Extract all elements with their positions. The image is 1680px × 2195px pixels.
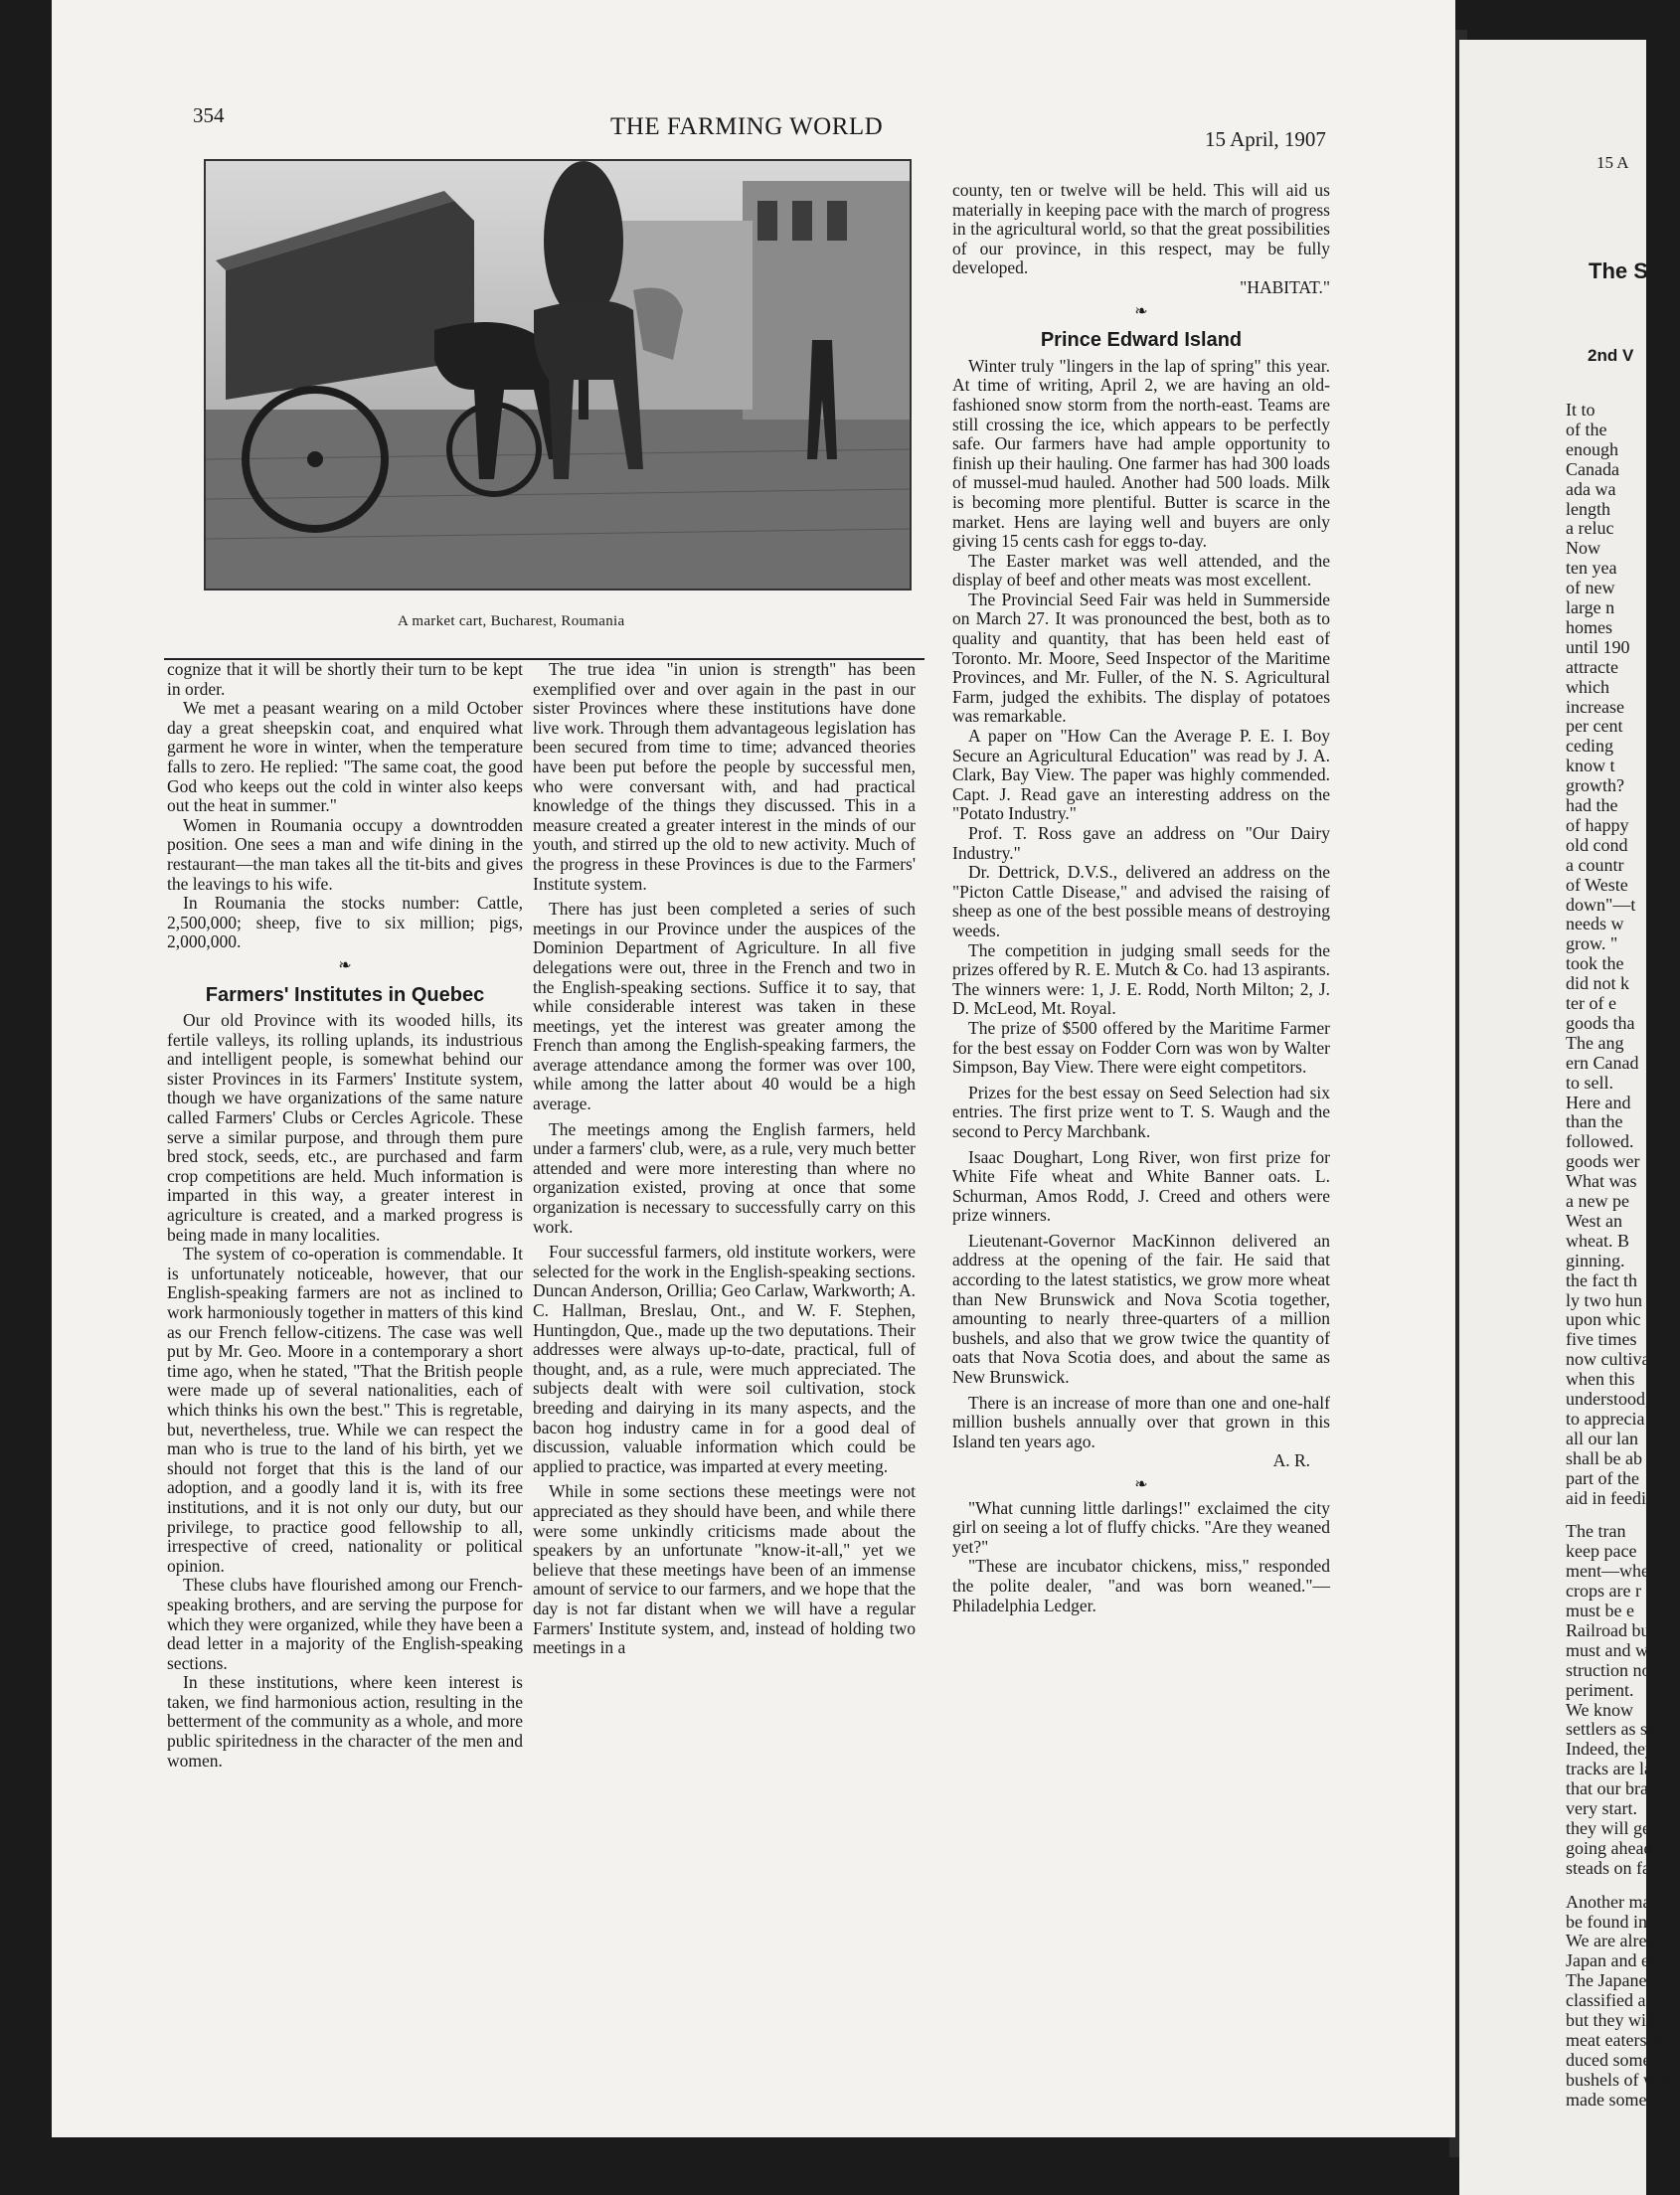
facing-page-line: grow. " [1566,933,1618,954]
facing-page-line: old cond [1566,834,1628,855]
facing-page-line: Canada [1566,458,1619,479]
facing-page-line: of new [1566,578,1615,598]
facing-page-line: shall be ab [1566,1447,1642,1468]
paragraph: There is an increase of more than one and one-half million bushels annually over that grown in this Island ten years ago. [952,1392,1330,1451]
facing-page-line: followed. [1566,1131,1634,1152]
facing-page-line: ly two hun [1566,1289,1643,1310]
market-cart-image [206,161,910,589]
facing-page-line: The Japanese [1566,1970,1662,1991]
facing-page-line: The tran [1566,1521,1626,1542]
facing-page-line: which [1566,676,1609,697]
paragraph: Our old Province with its wooded hills, its fertile valleys, its rolling uplands, its industrious and intelligent people, is somewhat behind our sister Provinces in its Farmers' Institute system, though we have organizations of the same nature called Farmers' Clubs or Cercles Agricole. These serve a similar purpose, and through them pure bred stock, seeds, etc., are purchased and farm crop competitions are held. Much information is imparted in this way, a greater interest in agriculture is created, and a marked progress is being made in many localities. [167,1010,523,1245]
photo-caption: A market cart, Bucharest, Roumania [398,613,625,629]
facing-page-line: ter of e [1566,993,1616,1013]
facing-page-line: took the [1566,953,1624,974]
ornament-icon: ❧ [338,956,352,974]
facing-page-line: Indeed, they [1566,1739,1654,1760]
facing-page-line: of the [1566,419,1607,439]
facing-page-line: five times [1566,1329,1637,1350]
facing-page-line: What was [1566,1171,1637,1192]
facing-page-line: settlers as so [1566,1719,1656,1740]
heading-prince-edward-island: Prince Edward Island [1040,329,1243,352]
facing-page-line: meat eaters al [1566,2029,1664,2050]
ornament-icon: ❧ [1134,302,1148,320]
facing-page-line: duced someth [1566,2049,1665,2070]
facing-page-heading: The S [1589,258,1648,283]
facing-page-line: growth? [1566,775,1624,796]
facing-page-line: ginning. [1566,1250,1625,1270]
facing-page-line: the fact th [1566,1269,1637,1290]
facing-page-line: ceding [1566,736,1613,757]
paragraph: There has just been completed a series of such meetings in our Province under the auspices of the Dominion Department of Agriculture. In all five delegations were out, three in the French and two in the English-speaking sections. Suffice it to say, that while considerable interest was taken in these meetings, yet the interest was greater among the French than among the English-speaking farmers, the average attendance among the former was over 100, while among the latter about 40 would be a high average. [533,899,916,1114]
facing-page-line: Japan and ex [1566,1950,1658,1971]
facing-page-line: to apprecia [1566,1408,1645,1429]
facing-page-line: tracks are la [1566,1759,1652,1779]
paragraph: A paper on "How Can the Average P. E. I. Boy Secure an Agricultural Education" was read by J. A. Clark, Bay View. The paper was highly commended. Capt. J. Read gave an interesting address on the "Potato Industry." [952,726,1330,824]
facing-page-line: large n [1566,597,1615,617]
facing-page-line: did not k [1566,973,1630,994]
paragraph: cognize that it will be shortly their turn to be kept in order. [167,659,523,699]
facing-page-line: attracte [1566,656,1618,677]
paragraph: "What cunning little darlings!" exclaimed the city girl on seeing a lot of fluffy chicks. "Are they weaned yet?" [952,1497,1330,1557]
paragraph: "These are incubator chickens, miss," responded the polite dealer, "and was born weaned."—Philadelphia Ledger. [952,1556,1330,1615]
facing-page-line: ada wa [1566,478,1616,499]
facing-page-line: had the [1566,795,1618,815]
facing-page-line: keep pace [1566,1541,1637,1562]
facing-page-line: ern Canad [1566,1052,1639,1073]
paragraph: The Provincial Seed Fair was held in Summerside on March 27. It was pronounced the best, both as to quality and quantity, that has been held east of Toronto. Mr. Moore, Seed Inspector of the Maritime Provinces, and Mr. Fuller, of the N. S. Agricultural Farm, judged the exhibits. The display of potatoes was remarkable. [952,589,1330,727]
facing-page-line: a reluc [1566,518,1614,539]
facing-page-line: until 190 [1566,636,1630,657]
facing-page-line: homes [1566,616,1612,637]
facing-page-line: Another ma [1566,1891,1651,1912]
facing-page-line: periment. [1566,1679,1634,1700]
facing-page-line: know t [1566,756,1615,776]
paragraph: Lieutenant-Governor MacKinnon delivered an address at the opening of the fair. He said that according to the latest statistics, we grow more wheat than New Brunswick and Nova Scotia together, amounting to nearly three-quarters of a million bushels, and also that we grow twice the quantity of oats that Nova Scotia does, and about the same as New Brunswick. [952,1230,1330,1388]
page-number: 354 [193,103,225,127]
ornament-icon: ❧ [1134,1476,1148,1493]
facing-page-line: a countr [1566,854,1624,875]
facing-page-line: We know [1566,1699,1634,1720]
paragraph: These clubs have flourished among our French-speaking brothers, and are serving the purpose for which they were organized, while they have been a dead letter in a majority of the English-speaking sections. [167,1575,523,1673]
facing-page-line: understood, [1566,1389,1650,1409]
facing-page-line: increase [1566,696,1624,717]
paragraph: While in some sections these meetings were not appreciated as they should have been, and while there were some unkindly criticisms made about the speakers by an unfortunate "know-it-all," yet we believe that these meetings have been of an immense amount of service to our farmers, and we hope that the day is not far distant when we will have a regular Farmers' Institute system, and, instead of holding two meetings in a [533,1481,916,1658]
facing-page-line: be found in [1566,1911,1647,1932]
facing-page-line: that our bra [1566,1778,1648,1799]
facing-page-line: needs w [1566,914,1624,934]
facing-page-line: crops are r [1566,1581,1641,1602]
paragraph: The meetings among the English farmers, held under a farmers' club, were, as a rule, very much better attended and were more interesting than where no organization existed, proving at once that some organization is necessary to successfully carry on this work. [533,1118,916,1237]
paragraph: The true idea "in union is strength" has been exemplified over and over again in the past in our sister Provinces where these institutions have done live work. Through them advantageous legislation has been secured from time to time; advanced theories have been put before the people by successful men, who were conversant with, and had practical knowledge of the things they discussed. This in a measure created a greater interest in the minds of our youth, and stirred up the old to new activity. Much of the progress in these Provinces is due to the Farmers' Institute system. [533,659,916,894]
facing-page-line: of Weste [1566,874,1628,895]
paragraph: Isaac Doughart, Long River, won first prize for White Fife wheat and White Banner oats. L. Schurman, Amos Rodd, J. Creed and others were prize winners. [952,1146,1330,1226]
facing-page-line: bushels of whe [1566,2069,1673,2090]
facing-page-line: classified as a [1566,1990,1665,2011]
market-cart-photo [204,159,912,591]
facing-page-line: must be e [1566,1601,1634,1620]
paragraph: In Roumania the stocks number: Cattle, 2,500,000; sheep, five to six million; pigs, 2,000,000. [167,893,523,952]
paragraph: We met a peasant wearing on a mild October day a great sheepskin coat, and enquired what garment he wore in winter, when the temperature falls to zero. He replied: "The same coat, the good God who keeps out the cold in winter also keeps out the heat in summer." [167,698,523,816]
paragraph: Prof. T. Ross gave an address on "Our Dairy Industry." [952,823,1330,863]
paragraph: Four successful farmers, old institute workers, were selected for the work in the English-speaking sections. Duncan Anderson, Orillia; Geo Carlaw, Warkworth; A. C. Hallman, Breslau, Ont., and W. F. Stephen, Huntingdon, Que., made up the two deputations. Their addresses were always up-to-date, practical, full of thought, and, as a rule, were much appreciated. The subjects dealt with were soil cultivation, stock breeding and dairying in its many aspects, and the bacon hog industry came in for a good deal of discussion, valuable information which could be applied to practice, was imparted at every meeting. [533,1242,916,1476]
column-1 [167,660,523,1771]
signature: "HABITAT." [1240,276,1330,297]
paragraph: The Easter market was well attended, and the display of beef and other meats was most excellent. [952,550,1330,591]
paragraph: county, ten or twelve will be held. This will aid us materially in keeping pace with the march of progress in the agricultural world, so that the great possibilities of our province, in this respect, may be fully developed. [952,180,1330,278]
facing-page-line: The ang [1566,1032,1624,1053]
facing-page-line: struction no [1566,1659,1651,1680]
paragraph: The competition in judging small seeds for the prizes offered by R. E. Mutch & Co. had 13 aspirants. The winners were: 1, J. E. Rodd, North Milton; 2, J. D. McLeod, Mt. Royal. [952,939,1330,1019]
facing-page-line: must and wi [1566,1639,1653,1660]
paragraph: Women in Roumania occupy a downtrodden position. One sees a man and wife dining in the restaurant—the man takes all the tit-bits and gives the leavings to his wife. [167,814,523,894]
facing-page-line: We are alrea [1566,1931,1655,1951]
facing-page-line: going ahead [1566,1837,1653,1858]
facing-page-line: part of the [1566,1467,1639,1488]
facing-page-line: made some s [1566,2089,1658,2110]
facing-page-line: aid in feedi [1566,1487,1646,1508]
facing-page-line: per cent [1566,716,1623,737]
facing-page-line: upon whic [1566,1309,1641,1330]
facing-page-line: but they will b [1566,2010,1670,2030]
column-3 [952,181,1330,1615]
paragraph: The system of co-operation is commendable. It is unfortunately noticeable, however, that our English-speaking farmers are not as inclined to work harmoniously together in matters of this kind as our French fellow-citizens. The case was well put by Mr. Geo. Moore in a contemporary a short time ago, when he stated, "That the British people were made up of several nationalities, each of which thinks his own the best." This is regretable, but, nevertheless, true. While we can respect the man who is true to the land of his birth, yet we should not forget that this is the land of our adoption, and a goodly land it is, with its free institutions, and it is not only our duty, but our privilege, to practice good fellowship to all, irrespective of creed, nationality or political opinion. [167,1244,523,1576]
facing-page-header: 15 A [1596,153,1629,172]
paragraph: Dr. Dettrick, D.V.S., delivered an address on the "Picton Cattle Disease," and advised the raising of sheep as one of the best possible means of destroying weeds. [952,862,1330,940]
facing-page-line: goods wer [1566,1151,1640,1172]
facing-page-line: wheat. B [1566,1230,1629,1251]
facing-page-line: than the [1566,1111,1623,1132]
facing-page-line: It to [1566,400,1596,420]
paragraph: Winter truly "lingers in the lap of spring" this year. At time of writing, April 2, we are having an old-fashioned snow storm from the north-east. Teams are still crossing the ice, which appears to be perfectly safe. Our farmers have had ample opportunity to finish up their hauling. One farmer has had 300 loads of mussel-mud hauled. Another had 500 loads. Milk is becoming more plentiful. Butter is scarce in the market. Hens are laying well and buyers are only giving 15 cents cash for eggs to-day. [952,355,1330,552]
facing-page-line: enough [1566,438,1618,459]
facing-page-line: of happy [1566,814,1629,835]
magazine-title: THE FARMING WORLD [610,113,884,140]
paragraph: Prizes for the best essay on Seed Selection had six entries. The first prize went to T. S. Waugh and the second to Percy Marchbank. [952,1082,1330,1141]
facing-page-line: now cultiva [1566,1349,1650,1370]
facing-page-line: a new pe [1566,1191,1629,1211]
paragraph: In these institutions, where keen interest is taken, we find harmonious action, resulting in the betterment of the community as a whole, and more public spiritedness in the character of the men and women. [167,1672,523,1771]
paragraph: The prize of $500 offered by the Maritime Farmer for the best essay on Fodder Corn was won by Walter Simpson, Bay View. There were eight competitors. [952,1017,1330,1078]
facing-page-line: all our lan [1566,1428,1638,1448]
facing-page-line: very start. [1566,1798,1637,1818]
signature: A. R. [1272,1450,1310,1471]
facing-page-line: Here and [1566,1092,1631,1112]
facing-page-line: West an [1566,1210,1623,1231]
facing-page-line: Now [1566,538,1600,559]
issue-date: 15 April, 1907 [1205,127,1326,151]
facing-page-line: to sell. [1566,1072,1613,1093]
facing-page-line: steads on fai [1566,1857,1655,1878]
facing-page-line: length [1566,498,1610,519]
facing-page-line: ment—when [1566,1561,1658,1582]
facing-page-line: ten yea [1566,558,1617,579]
facing-page-line: they will get [1566,1817,1655,1838]
heading-farmers-institutes: Farmers' Institutes in Quebec [205,983,485,1006]
facing-page-line: when this [1566,1369,1635,1390]
column-2 [533,660,916,1658]
facing-page-line: Railroad bu [1566,1619,1650,1640]
facing-page-line: goods tha [1566,1012,1635,1033]
facing-page-subheading: 2nd V [1588,346,1634,365]
facing-page-line: down"—t [1566,894,1636,915]
